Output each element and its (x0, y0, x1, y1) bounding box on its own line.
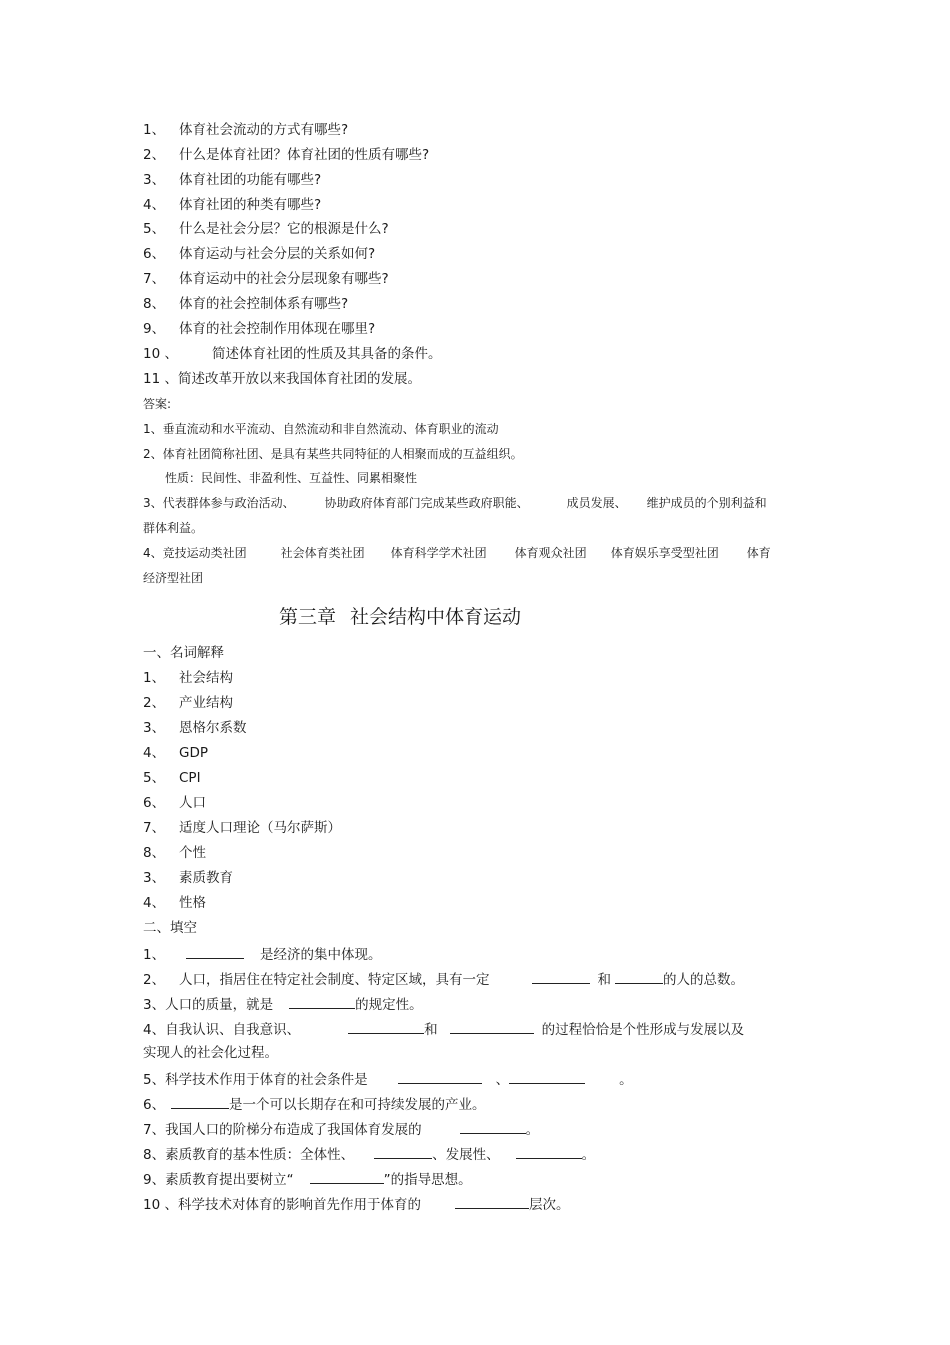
fill-item-1: 1、 是经济的集中体现。 (143, 943, 382, 965)
answer-blank[interactable] (509, 1068, 585, 1084)
list-item: 11 、简述改革开放以来我国体育社团的发展。 (143, 371, 421, 387)
fill-item-6: 6、 是一个可以长期存在和可持续发展的产业。 (143, 1093, 486, 1115)
list-item: 4、 GDP (143, 745, 208, 761)
list-item: 9、 体育的社会控制作用体现在哪里? (143, 321, 376, 337)
answer-blank[interactable] (460, 1118, 526, 1134)
list-item: 3、 素质教育 (143, 870, 233, 886)
list-item: 8、 个性 (143, 845, 206, 861)
list-item: 8、 体育的社会控制体系有哪些? (143, 296, 349, 312)
answer-blank[interactable] (186, 943, 244, 959)
answer-2-nature: 性质：民间性、非盈利性、互益性、同累相聚性 (165, 471, 418, 485)
answer-blank[interactable] (310, 1168, 384, 1184)
list-item: 7、 适度人口理论（马尔萨斯） (143, 820, 341, 836)
list-item: 2、 产业结构 (143, 695, 233, 711)
answer-blank[interactable] (450, 1018, 534, 1034)
list-item: 1、 社会结构 (143, 670, 233, 686)
fill-item-7: 7、我国人口的阶梯分布造成了我国体育发展的 。 (143, 1118, 539, 1140)
section-title: 二、填空 (143, 920, 197, 936)
answer-blank[interactable] (532, 968, 590, 984)
list-item: 3、 体育社团的功能有哪些? (143, 172, 322, 188)
fill-item-3: 3、人口的质量，就是 的规定性。 (143, 993, 423, 1015)
list-item: 5、 什么是社会分层？它的根源是什么? (143, 221, 389, 237)
fill-item-8: 8、素质教育的基本性质：全体性、 、发展性、 。 (143, 1143, 595, 1165)
section-title: 一、名词解释 (143, 645, 224, 661)
list-item: 5、 CPI (143, 770, 201, 786)
fill-item-9: 9、素质教育提出要树立“ ”的指导思想。 (143, 1168, 472, 1190)
fill-item-5: 5、科学技术作用于体育的社会条件是 、 。 (143, 1068, 633, 1090)
fill-item-4: 4、自我认识、自我意识、 和 的过程恰恰是个性形成与发展以及 (143, 1018, 744, 1040)
list-item: 4、 体育社团的种类有哪些? (143, 197, 322, 213)
chapter-heading: 第三章 社会结构中体育运动 (279, 606, 522, 628)
answer-2: 2、体育社团简称社团、是具有某些共同特征的人相聚而成的互益组织。 (143, 447, 523, 461)
answer-blank[interactable] (615, 968, 663, 984)
fill-item-4-cont: 实现人的社会化过程。 (143, 1045, 278, 1061)
fill-item-2: 2、 人口，指居住在特定社会制度、特定区域，具有一定 和 的人的总数。 (143, 968, 744, 990)
list-item: 4、 性格 (143, 895, 206, 911)
list-item: 3、 恩格尔系数 (143, 720, 247, 736)
answer-4-cont: 经济型社团 (143, 571, 204, 585)
answer-blank[interactable] (374, 1143, 432, 1159)
answer-3-cont: 群体利益。 (143, 521, 204, 535)
answer-4: 4、竞技运动类社团 社会体育类社团 体育科学学术社团 体育观众社团 体育娱乐享受型社团 体育 (143, 546, 771, 560)
answer-blank[interactable] (289, 993, 355, 1009)
list-item: 10 、 简述体育社团的性质及其具备的条件。 (143, 346, 442, 362)
list-item: 2、 什么是体育社团？体育社团的性质有哪些? (143, 147, 430, 163)
answer-blank[interactable] (398, 1068, 482, 1084)
list-item: 1、 体育社会流动的方式有哪些? (143, 122, 349, 138)
answer-3: 3、代表群体参与政治活动、 协助政府体育部门完成某些政府职能、 成员发展、 维护成员的个别利益和 (143, 496, 767, 510)
answer-blank[interactable] (171, 1093, 229, 1109)
fill-item-10: 10 、科学技术对体育的影响首先作用于体育的 层次。 (143, 1193, 569, 1215)
answer-1: 1、垂直流动和水平流动、自然流动和非自然流动、体育职业的流动 (143, 422, 499, 436)
answer-blank[interactable] (455, 1193, 529, 1209)
answer-blank[interactable] (516, 1143, 582, 1159)
list-item: 7、 体育运动中的社会分层现象有哪些? (143, 271, 389, 287)
list-item: 6、 体育运动与社会分层的关系如何? (143, 246, 376, 262)
answer-blank[interactable] (348, 1018, 424, 1034)
list-item: 6、 人口 (143, 795, 206, 811)
answers-label: 答案: (143, 397, 172, 411)
